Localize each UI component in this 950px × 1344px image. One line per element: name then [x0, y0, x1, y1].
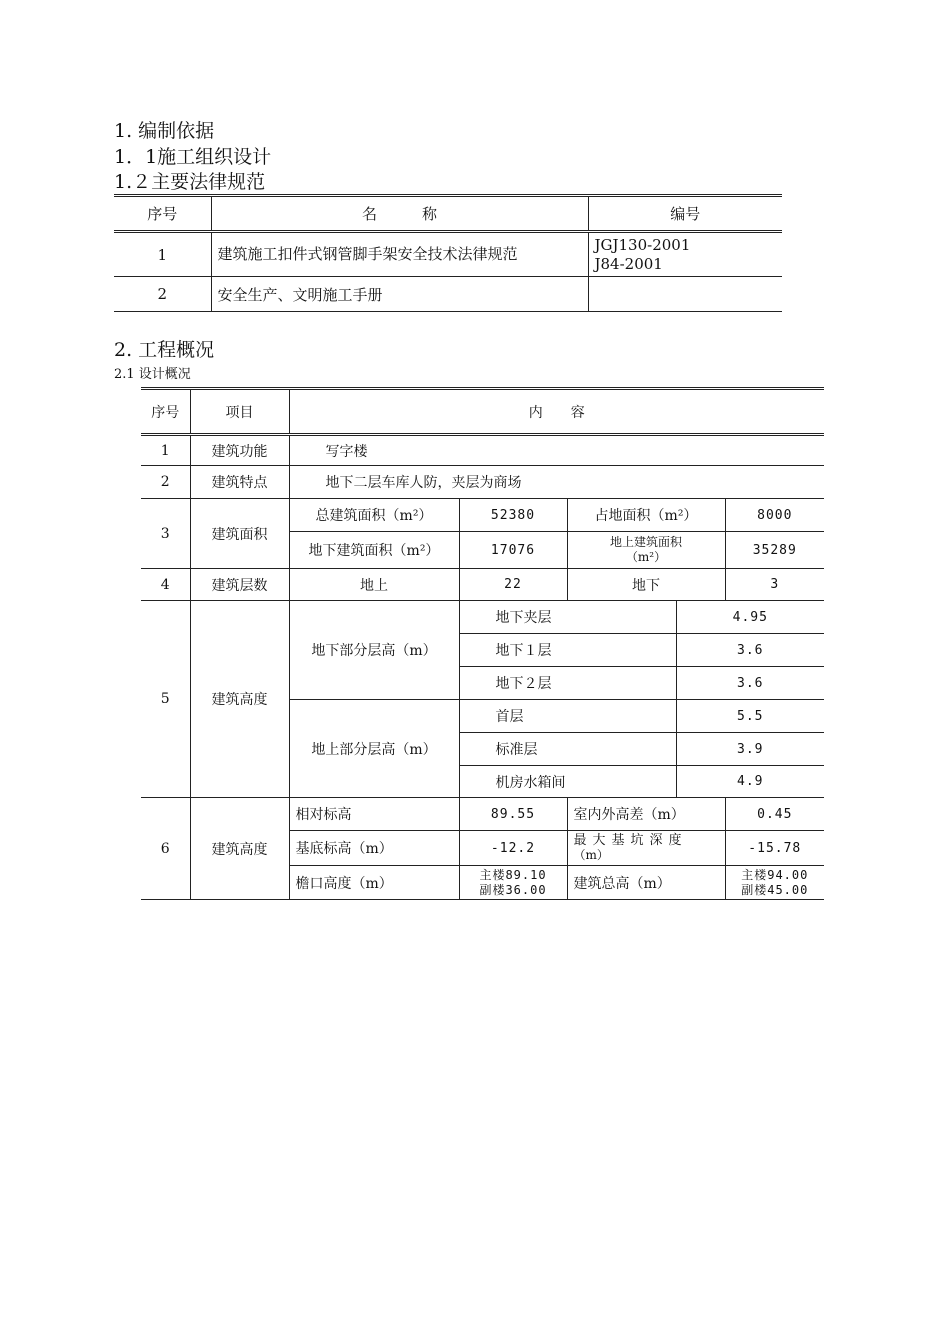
- base-elevation-value: -12.2: [459, 831, 567, 866]
- floor-name: 地下夹层: [459, 601, 676, 634]
- floor-height: 3.9: [676, 733, 824, 766]
- height-difference-value: 0.45: [725, 798, 824, 831]
- table-row: [141, 798, 824, 831]
- heading-construction-design: 1．1施工组织设计: [114, 146, 272, 168]
- eave-sub: 副楼36.00: [479, 882, 547, 897]
- eave-height-value: [459, 866, 567, 900]
- header-code: 编号: [588, 196, 782, 232]
- relative-elevation-label: 相对标高: [289, 798, 459, 831]
- above-area-label: [567, 532, 725, 569]
- total-area-label: 总建筑面积（m²）: [289, 499, 459, 532]
- row-name: 建筑施工扣件式钢管脚手架安全技术法律规范: [211, 232, 588, 277]
- pit-depth-label-line: 最大基坑深度: [573, 833, 688, 848]
- floor-height: 4.9: [676, 766, 824, 798]
- above-area-label-unit: （m²）: [625, 550, 667, 564]
- function-value: 写字楼: [289, 435, 824, 466]
- table-row: [141, 499, 824, 532]
- height-difference-label: 室内外高差（m）: [567, 798, 725, 831]
- row-item: 建筑高度: [190, 601, 289, 798]
- land-area-label: 占地面积（m²）: [567, 499, 725, 532]
- total-height-value: [725, 866, 824, 900]
- header-content: 内 容: [289, 389, 824, 435]
- above-floor-height-group: 地上部分层高（m）: [289, 700, 459, 798]
- row-name: 安全生产、文明施工手册: [211, 277, 588, 312]
- row-code: [588, 232, 782, 277]
- floor-name: 首层: [459, 700, 676, 733]
- overview-table: [141, 387, 824, 900]
- land-area-value: 8000: [725, 499, 824, 532]
- under-area-label: 地下建筑面积（m²）: [289, 532, 459, 569]
- header-no: 序号: [114, 196, 211, 232]
- header-no: 序号: [141, 389, 190, 435]
- total-height-label: 建筑总高（m）: [567, 866, 725, 900]
- floor-name: 地下１层: [459, 634, 676, 667]
- floor-name: 机房水箱间: [459, 766, 676, 798]
- pit-depth-label: [567, 831, 725, 866]
- pit-depth-value: -15.78: [725, 831, 824, 866]
- row-no: 1: [114, 232, 211, 277]
- pit-depth-label-unit: （m）: [573, 848, 609, 862]
- table-header-row: [114, 196, 782, 232]
- row-item: 建筑功能: [190, 435, 289, 466]
- row-no: 6: [141, 798, 190, 900]
- heading-laws: 1.２主要法律规范: [114, 171, 266, 193]
- code-line: J84-2001: [594, 254, 663, 273]
- table-row: [141, 601, 824, 634]
- row-item: 建筑特点: [190, 466, 289, 499]
- heading-overview: 2. 工程概况: [114, 339, 215, 361]
- under-area-value: 17076: [459, 532, 567, 569]
- row-item: 建筑高度: [190, 798, 289, 900]
- base-elevation-label: 基底标高（m）: [289, 831, 459, 866]
- total-area-value: 52380: [459, 499, 567, 532]
- floor-name: 地下２层: [459, 667, 676, 700]
- row-no: 4: [141, 569, 190, 601]
- total-sub: 副楼45.00: [741, 882, 809, 897]
- row-no: 5: [141, 601, 190, 798]
- table-row: [141, 435, 824, 466]
- floor-name: 标准层: [459, 733, 676, 766]
- floor-height: 3.6: [676, 667, 824, 700]
- under-floor-height-group: 地下部分层高（m）: [289, 601, 459, 700]
- floor-height: 4.95: [676, 601, 824, 634]
- floors-above-value: 22: [459, 569, 567, 601]
- floors-under-value: 3: [725, 569, 824, 601]
- header-item: 项目: [190, 389, 289, 435]
- above-area-label-line: 地上建筑面积: [609, 535, 682, 549]
- row-no: 3: [141, 499, 190, 569]
- heading-basis: 1. 编制依据: [114, 120, 215, 142]
- table-row: [141, 466, 824, 499]
- table-row: [114, 277, 782, 312]
- header-name: 名 称: [211, 196, 588, 232]
- table-header-row: [141, 389, 824, 435]
- row-code: [588, 277, 782, 312]
- row-item: 建筑层数: [190, 569, 289, 601]
- floors-under-label: 地下: [567, 569, 725, 601]
- floor-height: 3.6: [676, 634, 824, 667]
- relative-elevation-value: 89.55: [459, 798, 567, 831]
- code-line: JGJ130-2001: [594, 235, 691, 254]
- eave-height-label: 檐口高度（m）: [289, 866, 459, 900]
- row-no: 1: [141, 435, 190, 466]
- table-row: [114, 232, 782, 277]
- eave-main: 主楼89.10: [479, 867, 547, 882]
- table-row: [141, 569, 824, 601]
- laws-table: [114, 194, 782, 312]
- floor-height: 5.5: [676, 700, 824, 733]
- heading-design-overview: 2.1 设计概况: [114, 367, 191, 382]
- above-area-value: 35289: [725, 532, 824, 569]
- total-main: 主楼94.00: [741, 867, 809, 882]
- row-item: 建筑面积: [190, 499, 289, 569]
- feature-value: 地下二层车库人防，夹层为商场: [289, 466, 824, 499]
- floors-above-label: 地上: [289, 569, 459, 601]
- row-no: 2: [141, 466, 190, 499]
- row-no: 2: [114, 277, 211, 312]
